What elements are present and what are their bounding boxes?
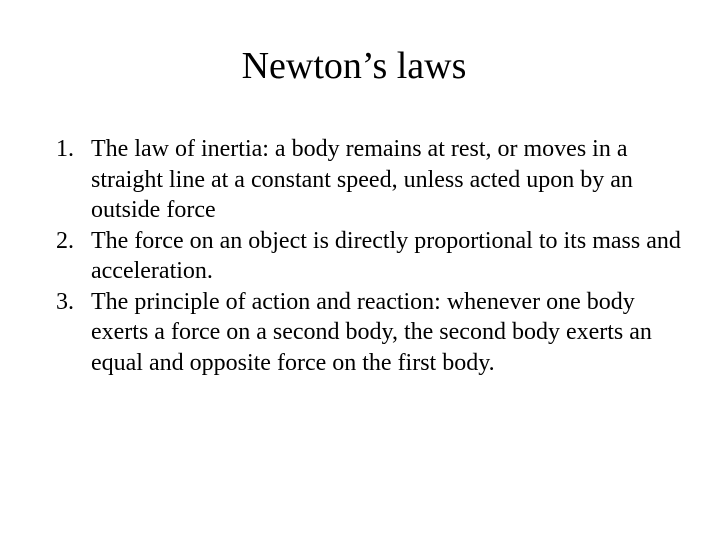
law-text-1: The law of inertia: a body remains at rest, or moves in a straight line at a constant speed, unless acted upon by an outside force [91, 136, 633, 223]
law-text-2: The force on an object is directly proportional to its mass and acceleration. [91, 227, 681, 284]
slide-title: Newton’s laws [241, 45, 467, 87]
law-number-2: 2. [56, 227, 74, 254]
law-item-1 [56, 134, 696, 226]
law-number-1: 1. [56, 136, 74, 162]
law-list [56, 134, 696, 378]
law-number-3: 3. [56, 288, 74, 315]
law-item-2 [56, 226, 696, 287]
law-item-3 [56, 287, 696, 379]
law-text-3: The principle of action and reaction: whenever one body exerts a force on a second body, the second body exerts an equal and opposite force on the first body. [91, 288, 652, 376]
